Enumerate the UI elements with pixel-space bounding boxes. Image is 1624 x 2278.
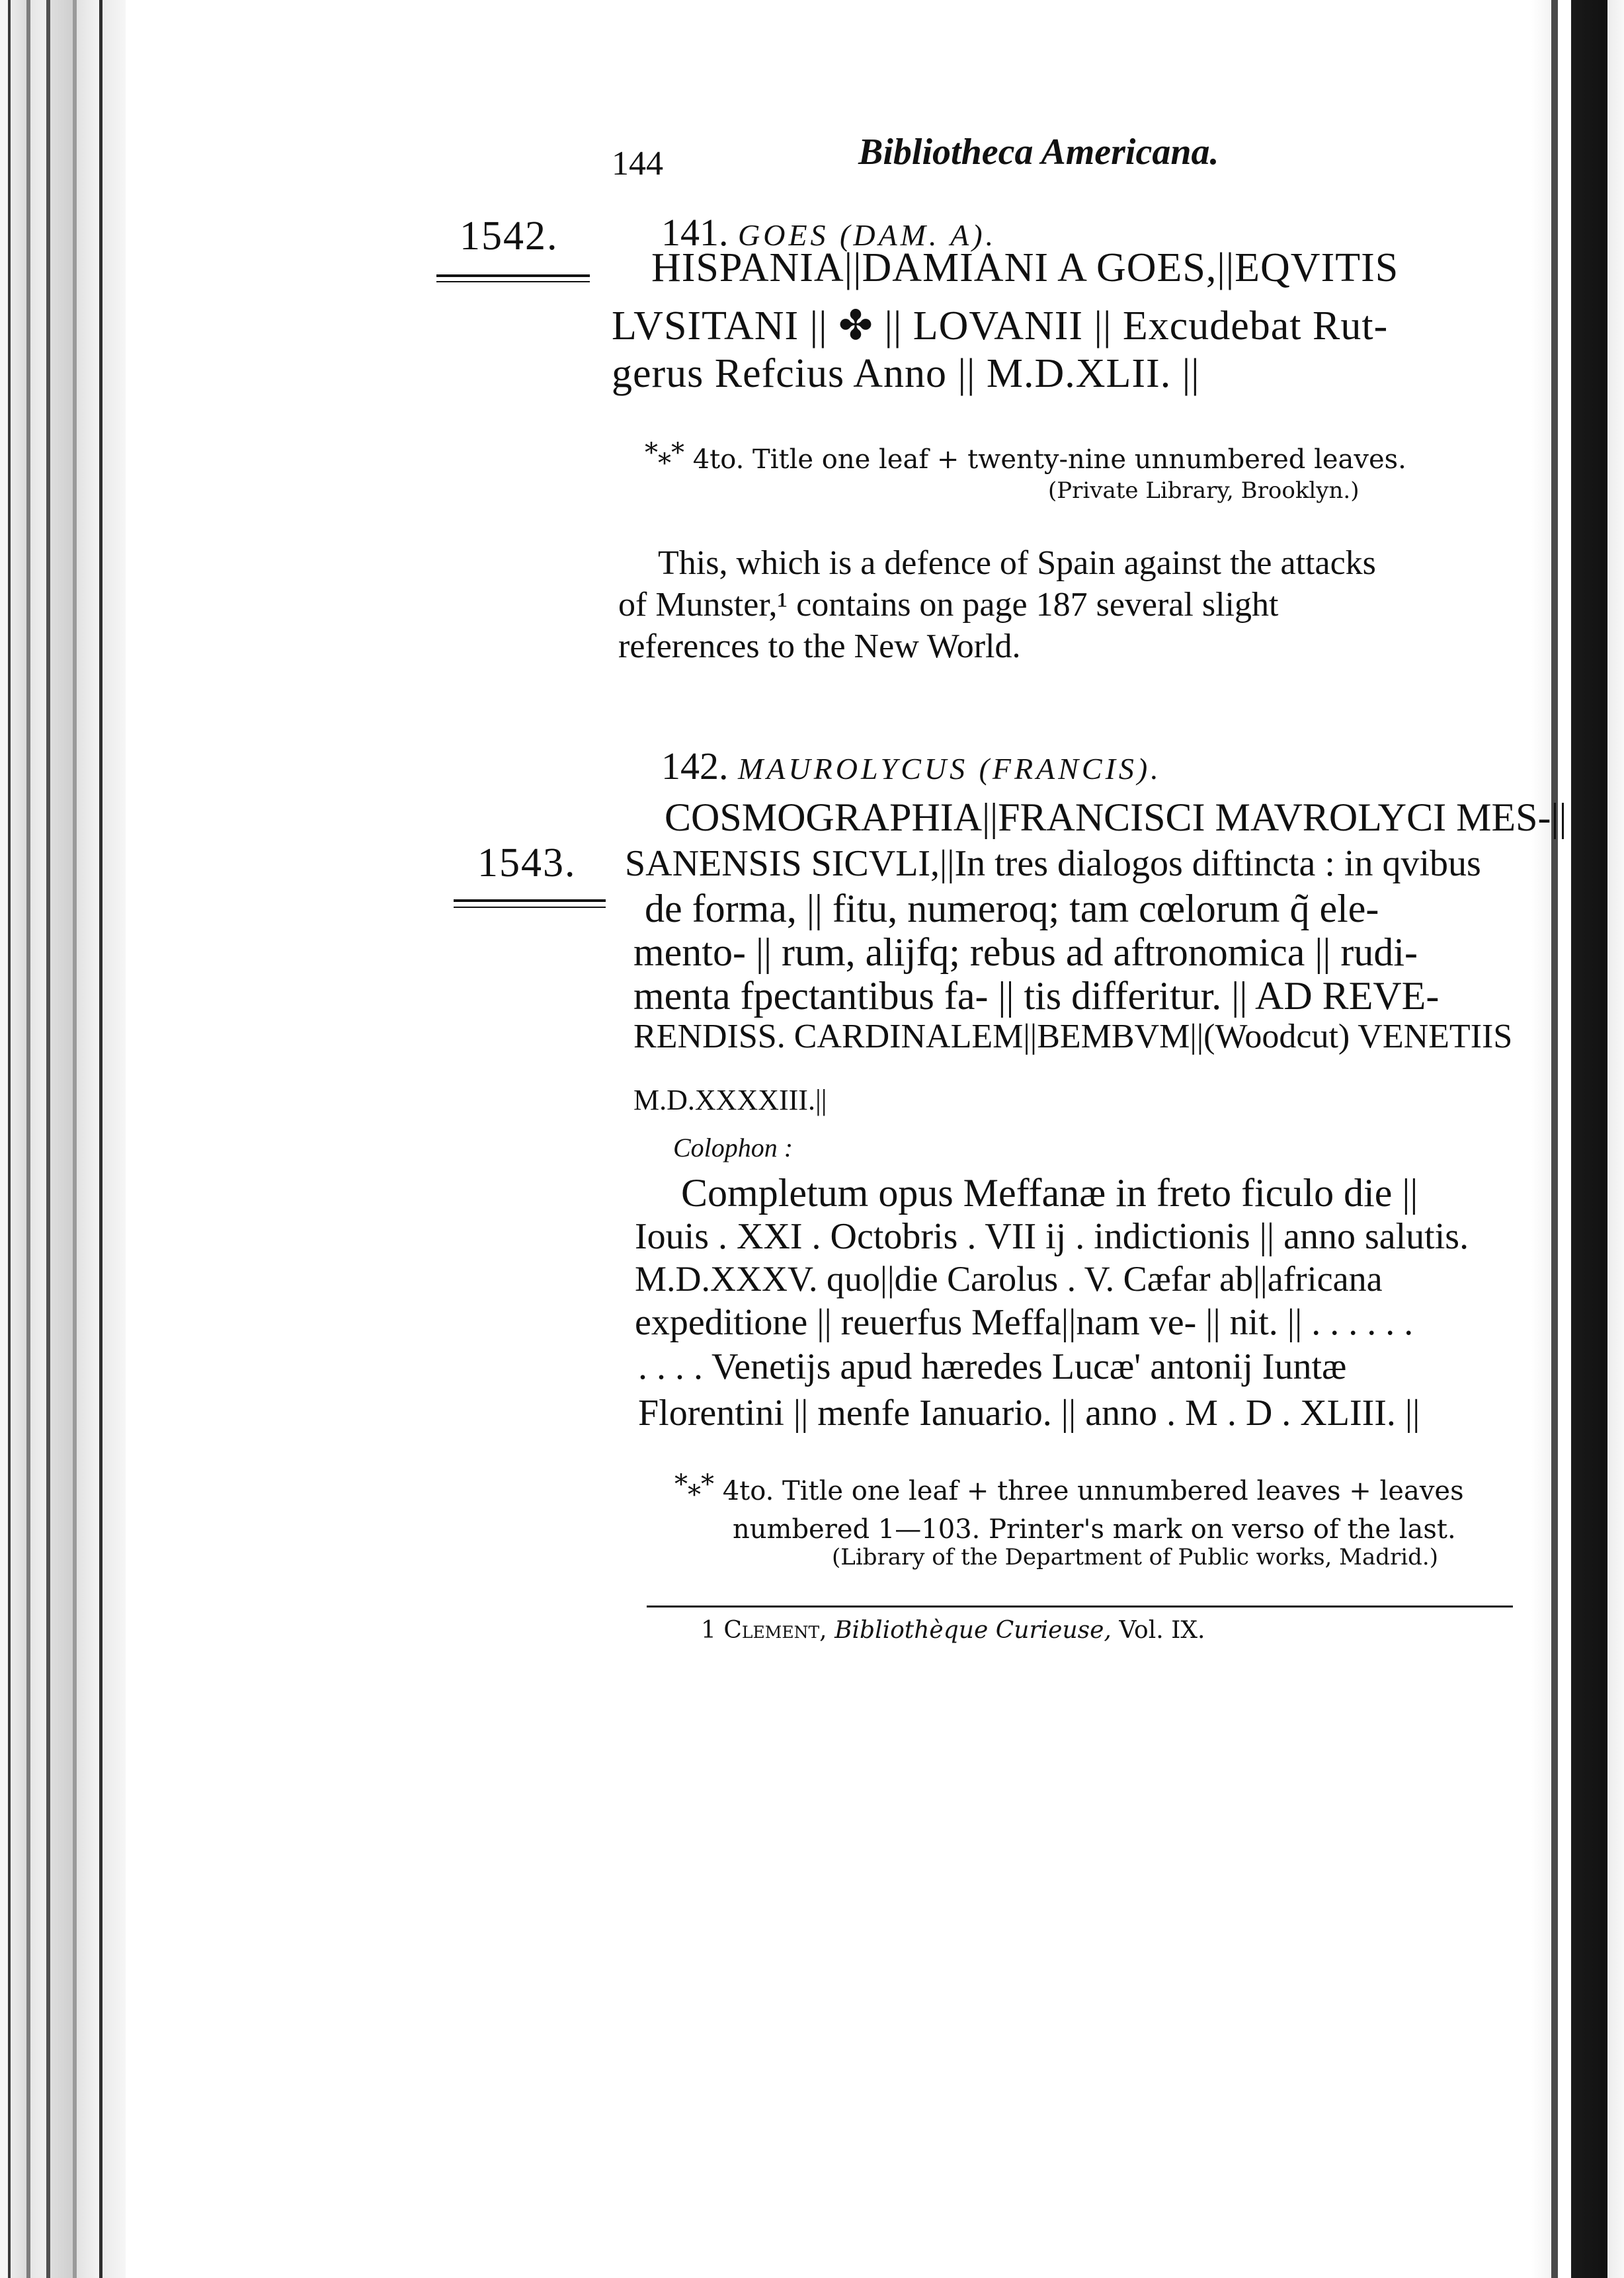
colophon-line: Completum opus Meffanæ in freto ficulo die || bbox=[681, 1171, 1418, 1215]
colophon-line: Iouis . XXI . Octobris . VII ij . indictionis || anno salutis. bbox=[635, 1216, 1469, 1257]
colophon-line: Florentini || menfe Ianuario. || anno . M . D . XLIII. || bbox=[638, 1393, 1420, 1434]
year-label: 1542. bbox=[460, 214, 559, 259]
copy-location: (Private Library, Brooklyn.) bbox=[1048, 477, 1360, 504]
entry-number: 142. bbox=[661, 745, 729, 788]
entry-author: MAUROLYCUS (FRANCIS). bbox=[738, 752, 1162, 786]
colophon-line: expeditione || reuerfus Meffa||nam ve- || nit. || . . . . . . bbox=[635, 1302, 1414, 1343]
footnote-marker: 1 bbox=[701, 1617, 716, 1644]
collation-note bbox=[645, 438, 1406, 479]
colophon-line: M.D.XXXV. quo||die Carolus . V. Cæfar ab||africana bbox=[635, 1259, 1383, 1299]
title-line: menta fpectantibus fa- || tis differitur. || AD REVE- bbox=[633, 974, 1440, 1018]
copy-location: (Library of the Department of Public works, Madrid.) bbox=[832, 1544, 1438, 1570]
footnote-rule bbox=[647, 1606, 1513, 1607]
title-line: SANENSIS SICVLI,||In tres dialogos diftincta : in qvibus bbox=[625, 843, 1481, 884]
running-title: Bibliotheca Americana. bbox=[858, 132, 1219, 173]
asterism-mark: * bbox=[645, 438, 658, 468]
commentary-line: of Munster,¹ contains on page 187 several slight bbox=[618, 586, 1279, 624]
title-line: gerus Refcius Anno || M.D.XLII. || bbox=[612, 351, 1200, 396]
scan-right-edge bbox=[1531, 0, 1624, 2278]
footnote-volume: Vol. IX. bbox=[1119, 1617, 1205, 1644]
title-line: COSMOGRAPHIA||FRANCISCI MAVROLYCI MES-|| bbox=[665, 795, 1567, 839]
asterism-mark: * bbox=[671, 438, 684, 468]
asterism-mark: * bbox=[688, 1480, 701, 1510]
year-rule bbox=[454, 899, 606, 902]
asterism-mark: * bbox=[658, 448, 671, 479]
footnote-work: Bibliothèque Curieuse, bbox=[834, 1617, 1112, 1644]
collation-text: numbered 1—103. Printer's mark on verso of the last. bbox=[733, 1514, 1456, 1545]
entry-heading bbox=[661, 744, 1162, 788]
title-line: LVSITANI || ✤ || LOVANII || Excudebat Rut- bbox=[612, 304, 1389, 348]
year-rule bbox=[436, 281, 590, 282]
year-rule bbox=[454, 907, 606, 908]
title-line: M.D.XXXXIII.|| bbox=[633, 1084, 827, 1116]
year-label: 1543. bbox=[477, 840, 577, 885]
colophon-line: . . . . Venetijs apud hæredes Lucæ' antonij Iuntæ bbox=[638, 1346, 1347, 1387]
title-line: HISPANIA||DAMIANI A GOES,||EQVITIS bbox=[651, 245, 1399, 290]
entry-number: 141. bbox=[661, 211, 729, 254]
asterism-mark: * bbox=[701, 1469, 714, 1500]
footnote bbox=[701, 1617, 1205, 1644]
collation-note bbox=[674, 1469, 1464, 1510]
title-line: RENDISS. CARDINALEM||BEMBVM||(Woodcut) VENETIIS bbox=[633, 1018, 1513, 1055]
footnote-author: Clement, bbox=[723, 1617, 827, 1644]
scan-left-edge bbox=[0, 0, 126, 2278]
collation-text: 4to. Title one leaf + twenty-nine unnumbered leaves. bbox=[692, 444, 1406, 475]
title-line: de forma, || fitu, numeroq; tam cœlorum q̃ ele- bbox=[645, 887, 1379, 930]
commentary-line: This, which is a defence of Spain against the attacks bbox=[658, 544, 1376, 582]
year-rule bbox=[436, 274, 590, 277]
entry-author: GOES (DAM. A). bbox=[738, 218, 997, 252]
collation-text: 4to. Title one leaf + three unnumbered leaves + leaves bbox=[722, 1476, 1464, 1506]
asterism-mark: * bbox=[674, 1469, 688, 1500]
commentary-line: references to the New World. bbox=[618, 628, 1021, 665]
colophon-label: Colophon : bbox=[673, 1133, 793, 1162]
page-number: 144 bbox=[612, 145, 663, 183]
title-line: mento- || rum, alijfq; rebus ad aftronomica || rudi- bbox=[633, 930, 1418, 974]
